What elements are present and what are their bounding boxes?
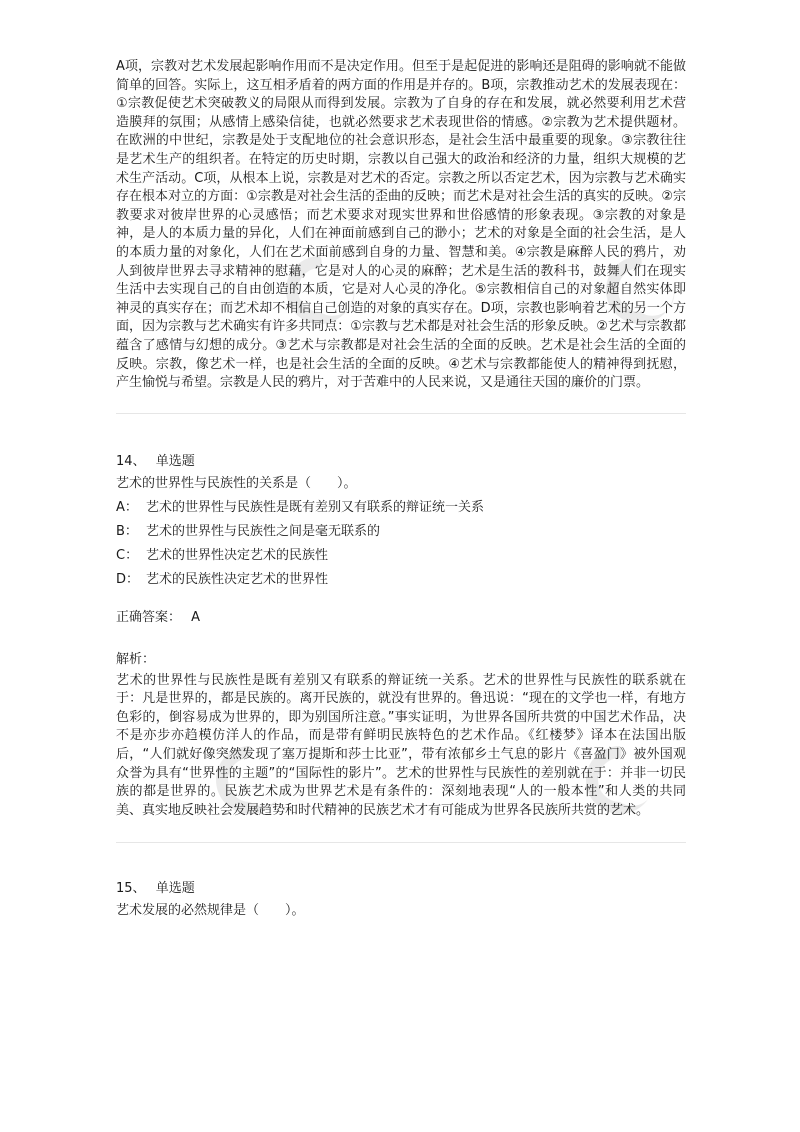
analysis-label: 解析： [116, 651, 156, 667]
option-text: 艺术的世界性与民族性是既有差别又有联系的辩证统一关系 [146, 499, 485, 515]
q13-explanation: A项，宗教对艺术发展起影响作用而不是决定作用。但至于是起促进的影响还是阻碍的影响就不能做简单的回答。实际上，这互相矛盾着的两方面的作用是并存的。B项，宗教推动艺术的发展表现在：①宗教促使艺术突破教义的局限从而得到发展。宗教为了自身的存在和发展，就必然要利用艺术营造膜拜的氛围；从感情上感染信徒，也就必然要求艺术表现世俗的情感。②宗教为艺术提供题材。在欧洲的中世纪，宗教是处于支配地位的社会意识形态，是社会生活中最重要的现象。③宗教往往是艺术生产的组织者。在特定的历史时期，宗教以自己强大的政治和经济的力量，组织大规模的艺术生产活动。C项，从根本上说，宗教是对艺术的否定。宗教之所以否定艺术，因为宗教与艺术确实存在根本对立的方面：①宗教是对社会生活的歪曲的反映；而艺术是对社会生活的真实的反映。②宗教要求对彼岸世界的心灵感悟；而艺术要求对现实世界和世俗感情的形象表现。③宗教的对象是神，是人的本质力量的异化，人们在神面前感到自己的渺小；艺术的对象是全面的社会生活，是人的本质力量的对象化，人们在艺术面前感到自身的力量、智慧和美。④宗教是麻醉人民的鸦片，劝人到彼岸世界去寻求精神的慰藉，它是对人的心灵的麻醉；艺术是生活的教科书，鼓舞人们在现实生活中去实现自己的自由创造的本质，它是对人心灵的净化。⑤宗教相信自己的对象超自然实体即神灵的真实存在；而艺术却不相信自己创造的对象的真实存在。D项，宗教也影响着艺术的另一个方面，因为宗教与艺术确实有许多共同点：①宗教与艺术都是对社会生活的形象反映。②艺术与宗教都蕴含了感情与幻想的成分。③艺术与宗教都是对社会生活的全面的反映。艺术是社会生活的全面的反映。宗教，像艺术一样，也是社会生活的全面的反映。④艺术与宗教都能使人的精神得到抚慰，产生愉悦与希望。宗教是人民的鸦片，对于苦难中的人民来说，又是通往天国的廉价的门票。 [116, 59, 686, 391]
question-stem: 艺术的世界性与民族性的关系是（ ）。 [116, 475, 357, 491]
option-b [116, 522, 686, 542]
option-key: C： [116, 547, 139, 563]
option-text: 艺术的世界性决定艺术的民族性 [146, 547, 329, 563]
option-d [116, 570, 686, 590]
option-c [116, 546, 686, 566]
question-15 [116, 879, 686, 921]
question-type: 单选题 [155, 453, 195, 469]
question-number: 14、 [116, 453, 146, 469]
option-text: 艺术的世界性与民族性之间是毫无联系的 [146, 523, 381, 539]
option-key: B： [116, 523, 138, 539]
answer-value: A [191, 609, 201, 625]
question-header [116, 879, 686, 899]
answer-label: 正确答案： [116, 609, 182, 625]
question-type: 单选题 [155, 881, 195, 897]
option-key: A： [116, 499, 138, 515]
option-text: 艺术的民族性决定艺术的世界性 [146, 571, 329, 587]
option-a [116, 498, 686, 518]
analysis-text: 艺术的世界性与民族性是既有差别又有联系的辩证统一关系。艺术的世界性与民族性的联系就在于：凡是世界的，都是民族的。离开民族的，就没有世界的。鲁迅说：“现在的文学也一样，有地方色彩的，倒容易成为世界的，即为别国所注意。”事实证明，为世界各国所共赏的中国艺术作品，决不是亦步亦趋模仿洋人的作品，而是带有鲜明民族特色的艺术作品。《红楼梦》译本在法国出版后，“人们就好像突然发现了塞万提斯和莎士比亚”，带有浓郁乡土气息的影片《喜盈门》被外国观众誉为具有“世界性的主题”的“国际性的影片”。艺术的世界性与民族性的差别就在于：并非一切民族的都是世界的。民族艺术成为世界艺术是有条件的：深刻地表现“人的一般本性”和人类的共同美、真实地反映社会发展趋势和时代精神的民族艺术才有可能成为世界各民族所共赏的艺术。 [116, 672, 686, 818]
question-header [116, 452, 686, 472]
question-number: 15、 [116, 881, 146, 897]
question-stem: 艺术发展的必然规律是（ ）。 [116, 903, 305, 919]
correct-answer [116, 608, 686, 628]
question-14 [116, 452, 686, 821]
option-key: D： [116, 571, 140, 587]
document-page [116, 58, 686, 921]
